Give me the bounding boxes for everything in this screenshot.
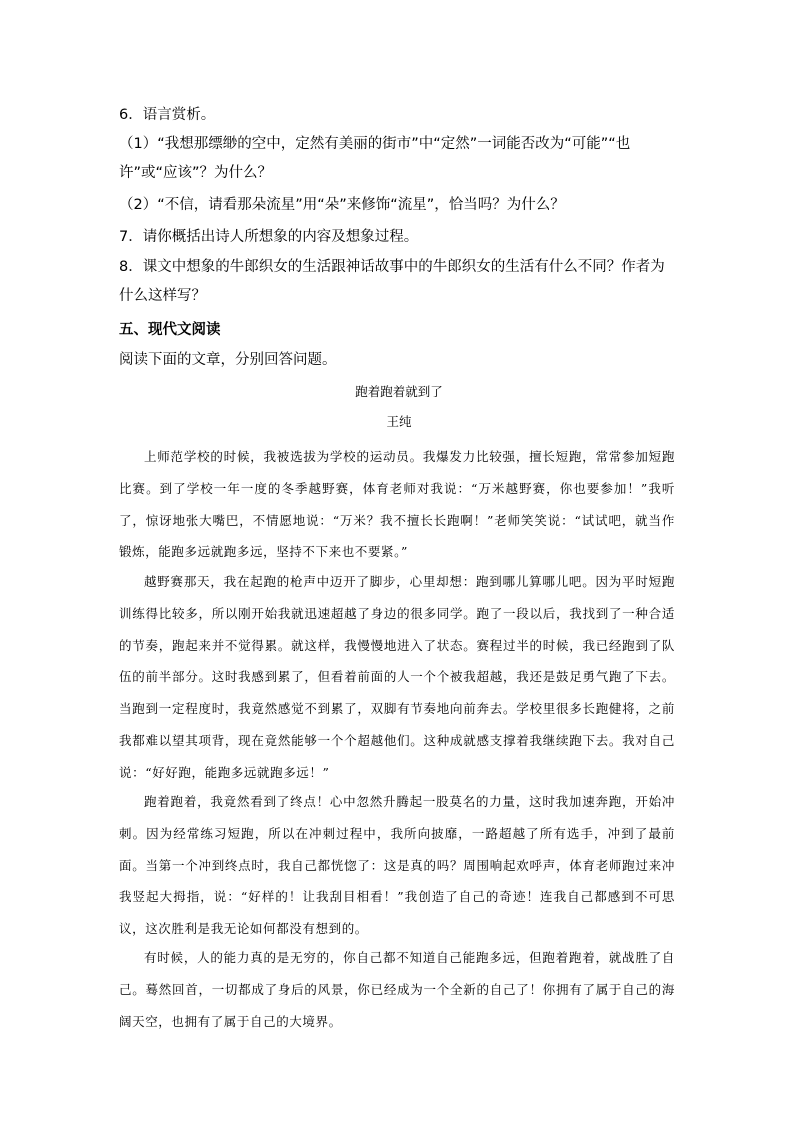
article-paragraph: 有时候，人的能力真的是无穷的，你自己都不知道自己能跑多远，但跑着跑着，就战胜了自己。蓦然回首，一切都成了身后的风景，你已经成为一个全新的自己了！你拥有了属于自己的海阔天空，也拥有了属于自己的大境界。 <box>119 950 675 1029</box>
question-6-2: （2）“不信，请看那朵流星”用“朵”来修饰“流星”，恰当吗？为什么？ <box>119 197 565 213</box>
section-heading: 五、现代文阅读 <box>119 322 221 338</box>
article-author: 王纯 <box>386 414 412 429</box>
article-paragraph: 跑着跑着，我竟然看到了终点！心中忽然升腾起一股莫名的力量，这时我加速奔跑，开始冲刺。因为经常练习短跑，所以在冲刺过程中，我所向披靡，一路超越了所有选手，冲到了最前面。当第一个冲到终点时，我自己都恍惚了：这是真的吗？周围响起欢呼声，体育老师跑过来冲我竖起大拇指，说：“好样的！让我刮目相看！”我创造了自己的奇迹！连我自己都感到不可思议，这次胜利是我无论如何都没有想到的。 <box>119 794 675 937</box>
article-paragraph: 越野赛那天，我在起跑的枪声中迈开了脚步，心里却想：跑到哪儿算哪儿吧。因为平时短跑训练得比较多，所以刚开始我就迅速超越了身边的很多同学。跑了一段以后，我找到了一种合适的节奏，跑起来并不觉得累。就这样，我慢慢地进入了状态。赛程过半的时候，我已经跑到了队伍的前半部分。这时我感到累了，但看着前面的人一个个被我超越，我还是鼓足勇气跑了下去。当跑到一定程度时，我竟然感觉不到累了，双脚有节奏地向前奔去。学校里很多长跑健将，之前我都难以望其项背，现在竟然能够一个个超越他们。这种成就感支撑着我继续跑下去。我对自己说：“好好跑，能跑多远就跑多远！” <box>119 574 675 780</box>
question-6: 6．语言赏析。 <box>119 107 216 123</box>
question-6-1: （1）“我想那缥缈的空中，定然有美丽的街市”中“定然”一词能否改为“可能”“也许”或“应该”？为什么？ <box>119 136 631 181</box>
question-8: 8．课文中想象的牛郎织女的生活跟神话故事中的牛郎织女的生活有什么不同？作者为什么这样写？ <box>119 259 665 304</box>
section-instruction: 阅读下面的文章，分别回答问题。 <box>119 352 337 368</box>
article-paragraph: 上师范学校的时候，我被选拔为学校的运动员。我爆发力比较强，擅长短跑，常常参加短跑比赛。到了学校一年一度的冬季越野赛，体育老师对我说：“万米越野赛，你也要参加！”我听了，惊讶地张大嘴巴，不情愿地说：“万米？我不擅长长跑啊！”老师笑笑说：“试试吧，就当作锻炼，能跑多远就跑多远，坚持不下来也不要紧。” <box>119 449 675 560</box>
article-title: 跑着跑着就到了 <box>355 384 443 399</box>
question-7: 7．请你概括出诗人所想象的内容及想象过程。 <box>119 229 419 245</box>
